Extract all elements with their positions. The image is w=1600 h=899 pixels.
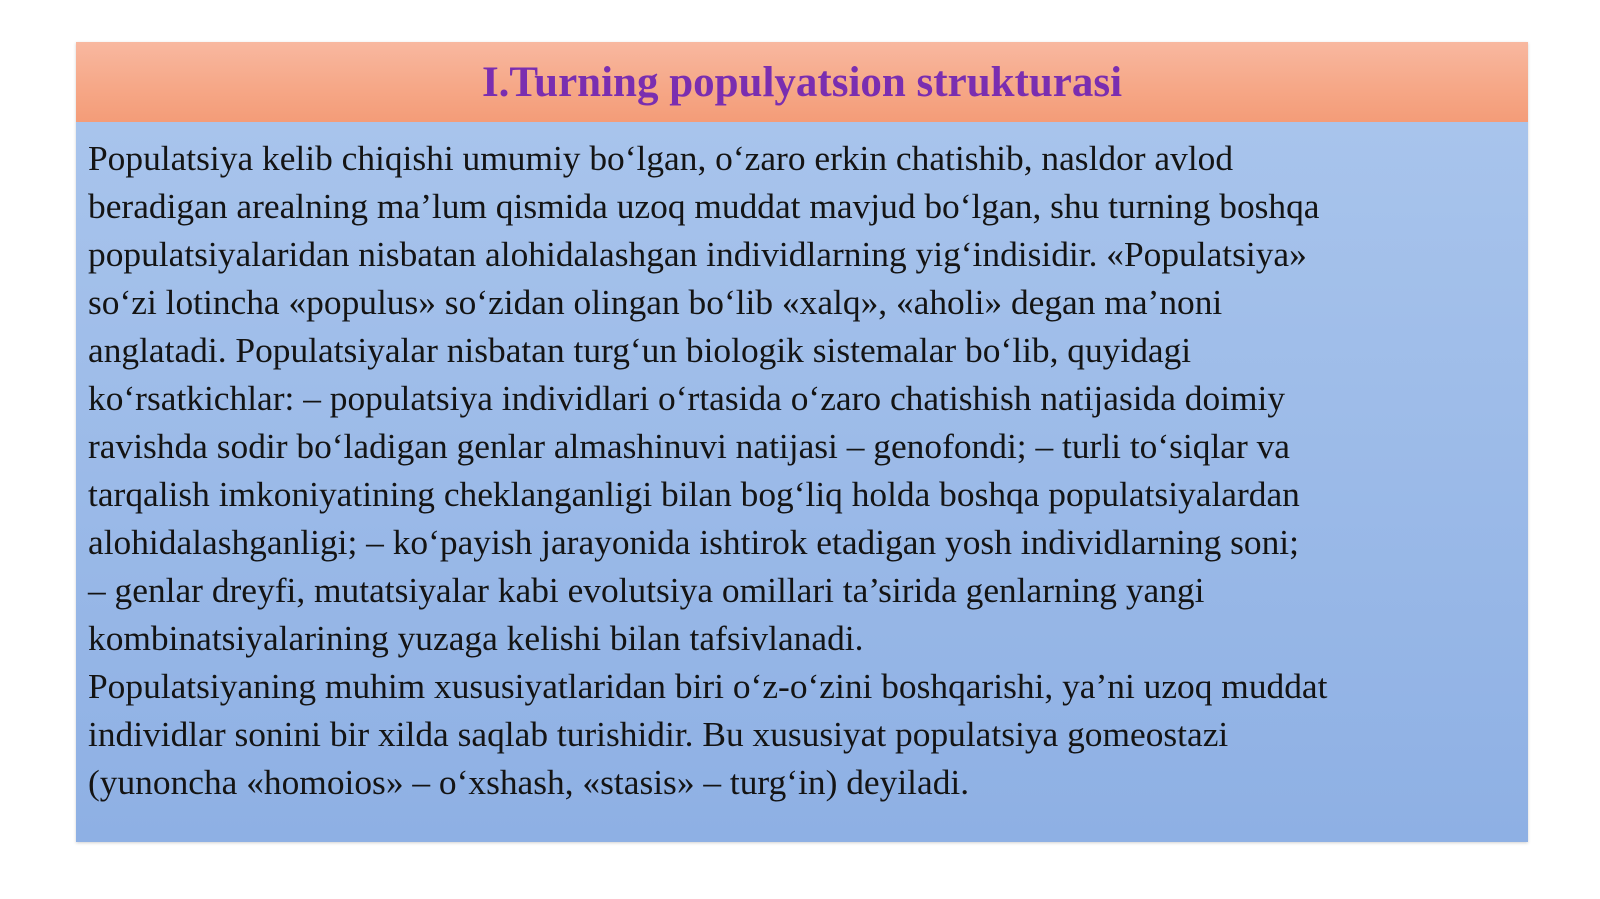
body-text-box xyxy=(76,122,1528,842)
title-bar xyxy=(76,42,1528,122)
slide-content-frame xyxy=(76,42,1528,842)
slide-title: I.Turning populyatsion strukturasi xyxy=(481,58,1123,106)
paragraph-definition: Populatsiya kelib chiqishi umumiy bo‘lgan, o‘zaro erkin chatishib, nasldor avlod beradigan arealning ma’lum qismida uzoq muddat mavjud bo‘lgan, shu turning boshqa populatsiyalaridan nisbatan alohidalashgan individlarning yig‘indisidir. «Populatsiya» so‘zi lotincha «populus» so‘zidan olingan bo‘lib «xalq», «aholi» degan ma’noni anglatadi. Populatsiyalar nisbatan turg‘un biologik sistemalar bo‘lib, quyidagi ko‘rsatkichlar: – populatsiya individlari o‘rtasida o‘zaro chatishish natijasida doimiy ravishda sodir bo‘ladigan genlar almashinuvi natijasi – genofondi; – turli to‘siqlar va tarqalish imkoniyatining cheklanganligi bilan bog‘liq holda boshqa populatsiyalardan alohidalashganligi; – ko‘payish jarayonida ishtirok etadigan yosh individlarning soni; – genlar dreyfi, mutatsiyalar kabi evolutsiya omillari ta’sirida genlarning yangi kombinatsiyalarining yuzaga kelishi bilan tafsivlanadi. xyxy=(88,138,1320,658)
paragraph-homeostasis: Populatsiyaning muhim xususiyatlaridan biri o‘z-o‘zini boshqarishi, ya’ni uzoq muddat individlar sonini bir xilda saqlab turishidir. Bu xususiyat populatsiya gomeostazi (yunoncha «homoios» – o‘xshash, «stasis» – turg‘in) deyiladi. xyxy=(88,666,1328,802)
